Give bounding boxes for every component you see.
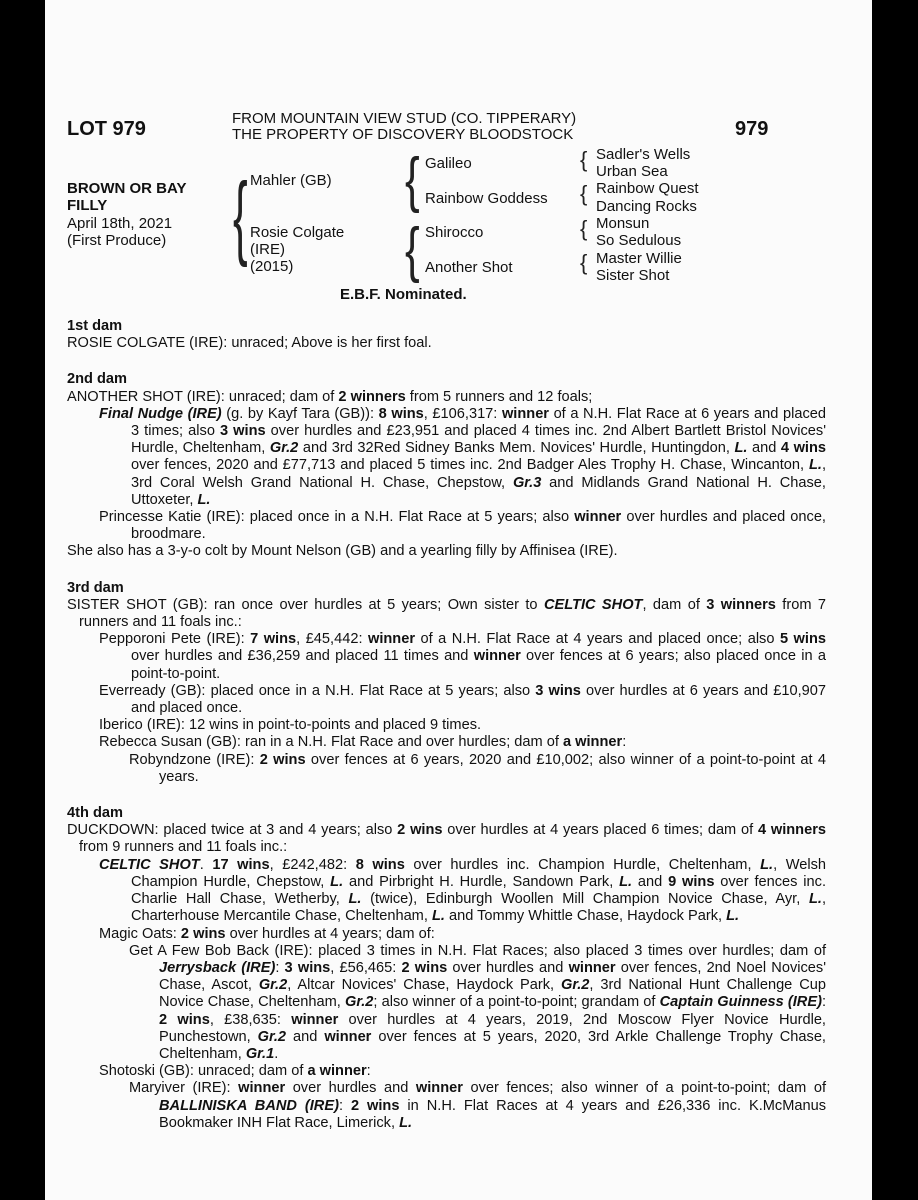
entry-emphasis-text: BALLINISKA BAND (IRE) — [159, 1097, 339, 1114]
entry-bold-text: 8 wins — [378, 405, 424, 422]
entry-emphasis-text: Gr.2 — [345, 994, 374, 1011]
family-entry — [45, 943, 872, 1063]
entry-text: over hurdles at 6 years and £10,907 and placed once. — [131, 682, 827, 717]
entry-text: from 5 runners and 12 foals; — [405, 388, 593, 405]
entry-bold-text: 2 wins — [259, 751, 306, 768]
family-entry — [45, 683, 872, 717]
ggp-3: Rainbow Quest — [596, 180, 699, 197]
entry-text: Pepporoni Pete (IRE): — [99, 631, 251, 648]
family-entry — [45, 631, 872, 683]
entry-emphasis-text: L. — [330, 873, 344, 890]
entry-bold-text: a winner — [562, 734, 623, 751]
family-entry — [45, 717, 872, 734]
ggp-brace-2: { — [580, 181, 588, 206]
entry-emphasis-text: Captain Guinness (IRE) — [659, 994, 822, 1011]
entry-emphasis-text: L. — [431, 908, 445, 925]
entry-text: from 7 runners and 11 foals inc.: — [79, 596, 826, 631]
sire-name: Mahler (GB) — [250, 172, 332, 189]
entry-text: , £106,317: — [423, 405, 502, 422]
entry-emphasis-text: Gr.2 — [269, 440, 299, 457]
entry-bold-text: 4 wins — [780, 440, 826, 457]
entry-text: over fences; also winner of a point-to-point; dam of — [462, 1080, 827, 1097]
entry-bold-text: 2 wins — [350, 1097, 400, 1114]
entry-bold-text: winner — [501, 405, 549, 422]
entry-text: , 3rd Coral Welsh Grand National H. Chase, Chepstow, — [131, 457, 826, 491]
entry-text: and — [747, 440, 781, 457]
entry-bold-text: 2 wins — [159, 1011, 210, 1028]
entry-text: DUCKDOWN: placed twice at 3 and 4 years; also — [67, 822, 398, 839]
entry-bold-text: 9 wins — [668, 873, 715, 890]
entry-text: : — [338, 1097, 351, 1114]
entry-text: , Charterhouse Mercantile Chase, Cheltenham, — [131, 891, 826, 925]
entry-text: : — [275, 959, 285, 976]
dam-name-line-3: (2015) — [250, 258, 294, 275]
entry-text: Everready (GB): placed once in a N.H. Flat Race at 5 years; also — [99, 682, 536, 699]
entry-text: over hurdles inc. Champion Hurdle, Cheltenham, — [404, 856, 761, 873]
entry-bold-text: 3 wins — [284, 959, 331, 976]
entry-bold-text: 3 wins — [220, 423, 266, 440]
entry-text: SISTER SHOT (GB): ran once over hurdles at 5 years; Own sister to — [67, 596, 544, 613]
ggp-7: Master Willie — [596, 250, 682, 267]
family-entry — [45, 1080, 872, 1132]
entry-text: . — [274, 1045, 279, 1062]
sire-brace: { — [405, 145, 420, 215]
entry-text: from 9 runners and 11 foals inc.: — [79, 839, 288, 856]
entry-emphasis-text: Gr.2 — [258, 977, 288, 994]
entry-emphasis-text: L. — [760, 856, 774, 873]
entry-text: , dam of — [642, 596, 707, 613]
sire-dam: Rainbow Goddess — [425, 190, 548, 207]
pedigree-notes — [45, 318, 872, 1132]
entry-bold-text: winner — [324, 1028, 372, 1045]
entry-emphasis-text: L. — [808, 891, 822, 908]
entry-emphasis-text: L. — [399, 1114, 413, 1131]
entry-emphasis-text: L. — [619, 873, 633, 890]
entry-text: , 3rd National Hunt Challenge Cup Novice Chase, Cheltenham, — [159, 977, 826, 1011]
entry-bold-text: 3 winners — [706, 596, 776, 613]
entry-text: over hurdles and £36,259 and placed 11 times and — [131, 648, 474, 665]
entry-text: Maryiver (IRE): — [129, 1080, 239, 1097]
family-entry — [45, 389, 872, 406]
entry-text: over fences, 2nd Noel Novices' Chase, Ascot, — [159, 959, 826, 994]
ggp-6: So Sedulous — [596, 232, 682, 249]
family-entry — [45, 335, 872, 352]
section-heading: 3rd dam — [67, 579, 124, 596]
entry-text: and — [632, 873, 669, 890]
entry-text: (g. by Kayf Tara (GB)): — [221, 405, 379, 422]
entry-text: Robyndzone (IRE): — [129, 751, 260, 768]
entry-text: over hurdles and — [447, 959, 569, 976]
entry-text: Iberico (IRE): 12 wins in point-to-points and placed 9 times. — [99, 717, 482, 734]
entry-bold-text: 17 wins — [212, 856, 270, 873]
entry-text: , £45,442: — [296, 631, 368, 648]
entry-bold-text: winner — [367, 631, 416, 648]
entry-bold-text: 3 wins — [535, 682, 581, 699]
lot-number: 979 — [735, 118, 769, 140]
family-section — [45, 805, 872, 1132]
entry-text: over hurdles at 4 years, 2019, 2nd Moscow Flyer Novice Hurdle, Punchestown, — [159, 1011, 826, 1045]
entry-bold-text: 7 wins — [250, 631, 297, 648]
ebf-nomination: E.B.F. Nominated. — [340, 286, 467, 303]
entry-bold-text: a winner — [307, 1063, 367, 1080]
section-heading: 4th dam — [67, 805, 123, 822]
entry-text: , £38,635: — [209, 1011, 292, 1028]
family-entry — [45, 734, 872, 751]
entry-text: : — [622, 734, 627, 751]
entry-bold-text: winner — [568, 959, 616, 976]
entry-text: over fences inc. Charlie Hall Chase, Wetherby, — [131, 873, 826, 908]
entry-text: Magic Oats: — [99, 925, 181, 942]
entry-emphasis-text: L. — [734, 440, 748, 457]
family-entry — [45, 597, 872, 631]
dam-sire: Shirocco — [425, 224, 484, 241]
entry-bold-text: winner — [574, 509, 622, 526]
entry-text: and Midlands Grand National H. Chase, Uttoxeter, — [131, 474, 826, 508]
entry-bold-text: winner — [415, 1080, 463, 1097]
sire-sire: Galileo — [425, 155, 472, 172]
entry-text: . — [199, 856, 213, 873]
entry-bold-text: 2 wins — [401, 959, 448, 976]
entry-text: , £56,465: — [330, 959, 402, 976]
entry-text: ROSIE COLGATE (IRE): unraced; Above is her first foal. — [67, 335, 432, 352]
family-entry — [45, 857, 872, 926]
family-entry — [45, 752, 872, 786]
entry-emphasis-text: CELTIC SHOT — [543, 596, 643, 613]
entry-text: : — [821, 994, 826, 1011]
entry-text: , Welsh Champion Hurdle, Chepstow, — [131, 856, 826, 890]
dam-dam: Another Shot — [425, 259, 513, 276]
entry-emphasis-text: L. — [197, 491, 211, 508]
ggp-brace-3: { — [580, 216, 588, 241]
family-section — [45, 371, 872, 560]
entry-emphasis-text: L. — [808, 457, 822, 474]
entry-bold-text: winner — [238, 1080, 286, 1097]
dam-brace: { — [405, 215, 420, 285]
entry-emphasis-text: Jerrysback (IRE) — [159, 959, 276, 976]
entry-bold-text: winner — [291, 1011, 339, 1028]
consignor-line-2: THE PROPERTY OF DISCOVERY BLOODSTOCK — [232, 126, 574, 143]
family-section — [45, 580, 872, 786]
entry-emphasis-text: L. — [348, 891, 362, 908]
horse-description-line-2: FILLY — [67, 197, 108, 214]
entry-bold-text: 2 winners — [338, 388, 406, 405]
ggp-brace-1: { — [580, 147, 588, 172]
entry-emphasis-text: L. — [726, 908, 740, 925]
entry-text: over hurdles and £23,951 and placed 4 times inc. 2nd Albert Bartlett Bristol Novices' Hurdle, Cheltenham, — [131, 423, 827, 457]
entry-text: over fences, 2020 and £77,713 and placed 5 times inc. 2nd Badger Ales Trophy H. Chase, Wincanton, — [131, 457, 809, 474]
entry-text: , £242,482: — [269, 856, 356, 873]
entry-text: over fences at 6 years, 2020 and £10,002; also winner of a point-to-point at 4 years. — [159, 751, 826, 785]
section-heading: 1st dam — [67, 318, 123, 334]
entry-bold-text: 4 winners — [757, 822, 826, 839]
dam-name-line-2: (IRE) — [250, 241, 285, 258]
entry-text: She also has a 3-y-o colt by Mount Nelson (GB) and a yearling filly by Affinisea (IRE). — [67, 543, 618, 560]
entry-text: and Pirbright H. Hurdle, Sandown Park, — [343, 873, 620, 890]
lot-label: LOT 979 — [67, 118, 146, 140]
entry-text: , Altcar Novices' Chase, Haydock Park, — [287, 977, 562, 994]
ggp-1: Sadler's Wells — [596, 146, 691, 163]
pedigree-brace: { — [233, 165, 248, 269]
family-entry — [45, 543, 872, 560]
family-section — [45, 318, 872, 352]
entry-emphasis-text: Gr.3 — [512, 474, 542, 491]
catalogue-page — [45, 0, 872, 1200]
entry-text: of a N.H. Flat Race at 6 years and placed 3 times; also — [131, 405, 826, 440]
entry-text: : — [366, 1063, 371, 1080]
entry-emphasis-text: Gr.1 — [245, 1045, 275, 1062]
section-heading: 2nd dam — [67, 371, 128, 388]
entry-text: over fences at 6 years; also placed once in a point-to-point. — [131, 648, 826, 682]
ggp-brace-4: { — [580, 250, 588, 275]
entry-emphasis-text: CELTIC SHOT — [99, 856, 200, 873]
entry-text: over hurdles and — [285, 1080, 416, 1097]
entry-text: ; also winner of a point-to-point; grandam of — [373, 994, 660, 1011]
entry-text: over hurdles at 4 years; dam of: — [225, 925, 435, 942]
entry-text: and 3rd 32Red Sidney Banks Mem. Novices' Hurdle, Huntingdon, — [298, 440, 735, 457]
family-entry — [45, 1063, 872, 1080]
entry-text: Shotoski (GB): unraced; dam of — [99, 1063, 308, 1080]
entry-bold-text: 8 wins — [355, 856, 405, 873]
entry-text: over fences at 5 years, 2020, 3rd Arkle Challenge Trophy Chase, Cheltenham, — [159, 1028, 826, 1062]
foaling-date: April 18th, 2021 — [67, 215, 173, 232]
entry-bold-text: 5 wins — [779, 631, 826, 648]
ggp-8: Sister Shot — [596, 267, 670, 284]
ggp-4: Dancing Rocks — [596, 198, 697, 215]
entry-text: Rebecca Susan (GB): ran in a N.H. Flat Race and over hurdles; dam of — [99, 734, 563, 751]
entry-text: Get A Few Bob Back (IRE): placed 3 times in N.H. Flat Races; also placed 3 times over hurdles; dam of — [129, 942, 826, 959]
entry-text: ANOTHER SHOT (IRE): unraced; dam of — [67, 388, 339, 405]
family-entry — [45, 509, 872, 543]
entry-text: Princesse Katie (IRE): placed once in a N.H. Flat Race at 5 years; also — [99, 509, 575, 526]
dam-name-line-1: Rosie Colgate — [250, 224, 345, 241]
horse-description-line-1: BROWN OR BAY — [67, 180, 187, 197]
family-entry — [45, 822, 872, 856]
entry-text: over hurdles and placed once, broodmare. — [131, 509, 826, 543]
entry-text: over hurdles at 4 years placed 6 times; dam of — [442, 822, 758, 839]
family-entry — [45, 406, 872, 509]
entry-text: and Tommy Whittle Chase, Haydock Park, — [444, 908, 727, 925]
entry-text: in N.H. Flat Races at 4 years and £26,336 inc. K.McManus Bookmaker INH Flat Race, Limerick, — [159, 1097, 827, 1131]
entry-text: (twice), Edinburgh Woollen Mill Champion Novice Chase, Ayr, — [361, 891, 809, 908]
entry-bold-text: 2 wins — [180, 925, 226, 942]
entry-text: and — [286, 1028, 325, 1045]
entry-emphasis-text: Gr.2 — [257, 1028, 287, 1045]
produce-note: (First Produce) — [67, 232, 167, 249]
entry-emphasis-text: Final Nudge (IRE) — [99, 405, 222, 422]
consignor-line-1: FROM MOUNTAIN VIEW STUD (CO. TIPPERARY) — [232, 110, 577, 127]
entry-text: of a N.H. Flat Race at 4 years and placed once; also — [415, 631, 780, 648]
entry-bold-text: 2 wins — [397, 822, 443, 839]
entry-emphasis-text: Gr.2 — [561, 977, 590, 994]
entry-bold-text: winner — [473, 648, 521, 665]
family-entry — [45, 926, 872, 943]
ggp-2: Urban Sea — [596, 163, 668, 180]
ggp-5: Monsun — [596, 215, 650, 232]
